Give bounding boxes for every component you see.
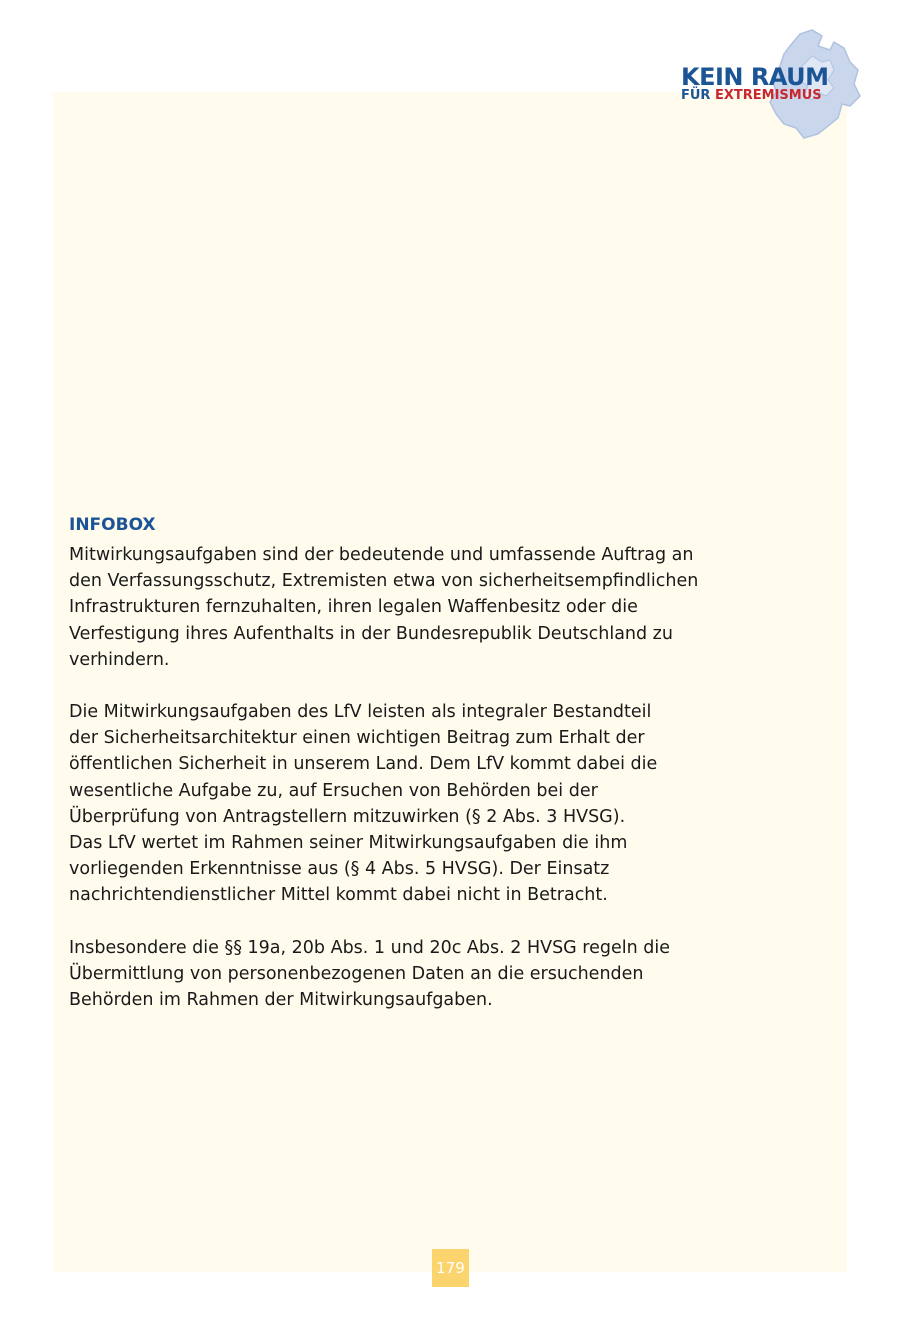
- paragraph-1: [69, 542, 769, 673]
- text-line: Insbesondere die §§ 19a, 20b Abs. 1 und 20c Abs. 2 HVSG regeln die: [69, 937, 671, 958]
- page-number: 179: [432, 1249, 469, 1287]
- logo-subtitle-red: EXTREMISMUS: [714, 88, 822, 103]
- text-line: Die Mitwirkungsaufgaben des LfV leisten als integraler Bestandteil: [69, 702, 652, 723]
- text-line: wesentliche Aufgabe zu, auf Ersuchen von Behörden bei der: [69, 780, 598, 801]
- paragraph-2: [69, 699, 769, 909]
- text-line: Infrastrukturen fernzuhalten, ihren legalen Waffenbesitz oder die: [69, 597, 638, 618]
- text-line: verhindern.: [69, 649, 170, 670]
- text-line: Verfestigung ihres Aufenthalts in der Bundesrepublik Deutschland zu: [69, 623, 673, 644]
- text-line: den Verfassungsschutz, Extremisten etwa von sicherheitsempfindlichen: [69, 571, 699, 592]
- text-line: nachrichtendienstlicher Mittel kommt dabei nicht in Betracht.: [69, 885, 608, 906]
- text-line: Überprüfung von Antragstellern mitzuwirken (§ 2 Abs. 3 HVSG).: [69, 806, 626, 827]
- logo-title: KEIN RAUM: [681, 63, 829, 91]
- text-line: Das LfV wertet im Rahmen seiner Mitwirkungsaufgaben die ihm: [69, 833, 628, 854]
- infobox-title: INFOBOX: [69, 515, 156, 535]
- text-line: vorliegenden Erkenntnisse aus (§ 4 Abs. 5 HVSG). Der Einsatz: [69, 859, 610, 880]
- infobox: [69, 513, 769, 1039]
- text-line: Behörden im Rahmen der Mitwirkungsaufgaben.: [69, 990, 493, 1011]
- logo-subtitle: [681, 89, 822, 103]
- logo-subtitle-blue: FÜR: [681, 88, 715, 103]
- logo: [672, 26, 862, 141]
- text-line: der Sicherheitsarchitektur einen wichtigen Beitrag zum Erhalt der: [69, 728, 645, 749]
- paragraph-3: [69, 935, 769, 1014]
- text-line: öffentlichen Sicherheit in unserem Land. Dem LfV kommt dabei die: [69, 754, 658, 775]
- text-line: Übermittlung von personenbezogenen Daten an die ersuchenden: [69, 963, 644, 984]
- text-line: Mitwirkungsaufgaben sind der bedeutende und umfassende Auftrag an: [69, 545, 694, 565]
